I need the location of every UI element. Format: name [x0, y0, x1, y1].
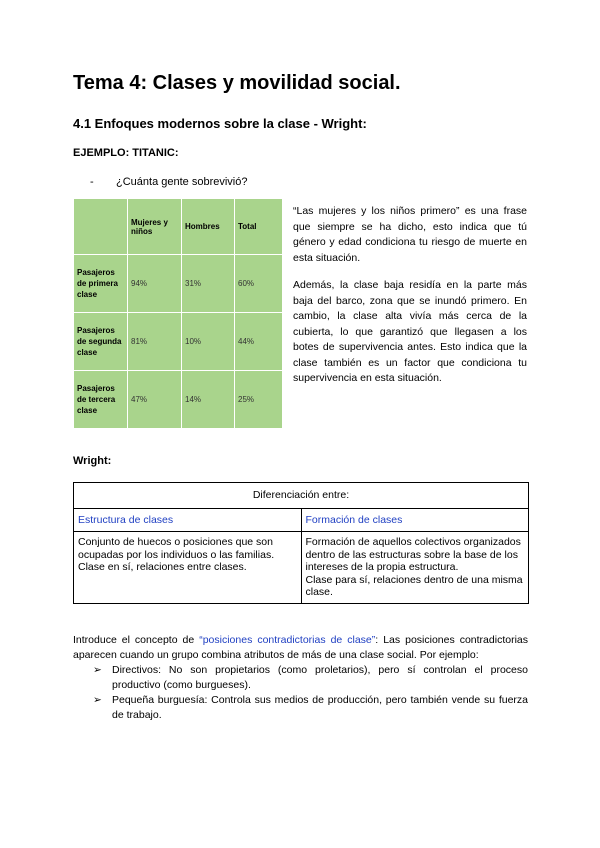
- table-header-row: [74, 199, 283, 255]
- page-title: Tema 4: Clases y movilidad social.: [73, 72, 401, 94]
- estructura-cell: [74, 532, 302, 604]
- paragraph: Además, la clase baja residía en la parte más baja del barco, zona que se inundó primero. En cambio, la clase alta vivía más cerca de la cubierta, lo que garantizó que llegasen a los botes de supervivencia antes. Esto indica que la clase también es un factor que condiciona tu supervivencia en esta situación.: [293, 279, 527, 384]
- table-cell: 47%: [128, 371, 182, 429]
- table-header-cell: Total: [235, 199, 283, 255]
- table-cell: 60%: [235, 255, 283, 313]
- table-header-cell: Mujeres y niños: [128, 199, 182, 255]
- contradictory-positions-section: [73, 633, 528, 723]
- table-header-cell: [74, 199, 128, 255]
- concept-highlight: “posiciones contradictorias de clase”: [199, 634, 376, 646]
- row-label: Pasajeros de primera clase: [74, 255, 128, 313]
- arrow-bullet-icon: ➢: [93, 694, 102, 706]
- cell-line: Clase en sí, relaciones entre clases.: [78, 561, 247, 573]
- row-label: Pasajeros de tercera clase: [74, 371, 128, 429]
- titanic-survival-table: [73, 198, 283, 429]
- table-row: [74, 255, 283, 313]
- table-cell: 25%: [235, 371, 283, 429]
- table-cell: 94%: [128, 255, 182, 313]
- table-cell: 31%: [182, 255, 235, 313]
- table-cell: 14%: [182, 371, 235, 429]
- estructura-header: Estructura de clases: [74, 508, 302, 532]
- table-row: [74, 532, 529, 604]
- paragraph: “Las mujeres y los niños primero” es una frase que siempre se ha dicho, esto indica que tú género y edad condiciona tu riesgo de muerte en esta situación.: [293, 205, 527, 264]
- example-label: EJEMPLO: TITANIC:: [73, 147, 179, 159]
- question-item: [90, 176, 247, 188]
- formacion-cell: [301, 532, 529, 604]
- class-differentiation-table: [73, 482, 529, 604]
- bullet-text: Pequeña burguesía: Controla sus medios de producción, pero también vende su fuerza de trabajo.: [112, 694, 528, 721]
- question-text: ¿Cuánta gente sobrevivió?: [116, 176, 248, 188]
- list-item: [93, 693, 528, 723]
- wright-label: Wright:: [73, 455, 112, 467]
- arrow-bullet-icon: ➢: [93, 664, 102, 676]
- bullet-text: Directivos: No son propietarios (como proletarios), pero sí controlan el proceso productivo (como burgueses).: [112, 664, 528, 691]
- formacion-header: Formación de clases: [301, 508, 529, 532]
- cell-line: Formación de aquellos colectivos organizados dentro de las estructuras sobre la base de los intereses de la propia estructura.: [305, 536, 521, 573]
- titanic-commentary: [293, 204, 527, 399]
- cell-line: Conjunto de huecos o posiciones que son ocupadas por los individuos o las familias.: [78, 536, 275, 561]
- table-header-cell: Hombres: [182, 199, 235, 255]
- table-cell: 10%: [182, 313, 235, 371]
- intro-paragraph: [73, 633, 528, 663]
- table-row: [74, 371, 283, 429]
- dash-bullet: -: [90, 176, 94, 188]
- table-row: [74, 313, 283, 371]
- list-item: [93, 663, 528, 693]
- section-heading: 4.1 Enfoques modernos sobre la clase - Wright:: [73, 116, 367, 131]
- intro-text: : Las posiciones contradictorias aparecen cuando un grupo combina atributos de más de una clase social. Por ejemplo:: [73, 634, 528, 661]
- row-label: Pasajeros de segunda clase: [74, 313, 128, 371]
- table-caption: Diferenciación entre:: [74, 483, 529, 509]
- cell-line: Clase para sí, relaciones dentro de una misma clase.: [305, 573, 523, 598]
- table-header-row: [74, 508, 529, 532]
- table-cell: 44%: [235, 313, 283, 371]
- intro-text: Introduce el concepto de: [73, 634, 200, 646]
- examples-list: [73, 663, 528, 723]
- table-cell: 81%: [128, 313, 182, 371]
- table-caption-row: [74, 483, 529, 509]
